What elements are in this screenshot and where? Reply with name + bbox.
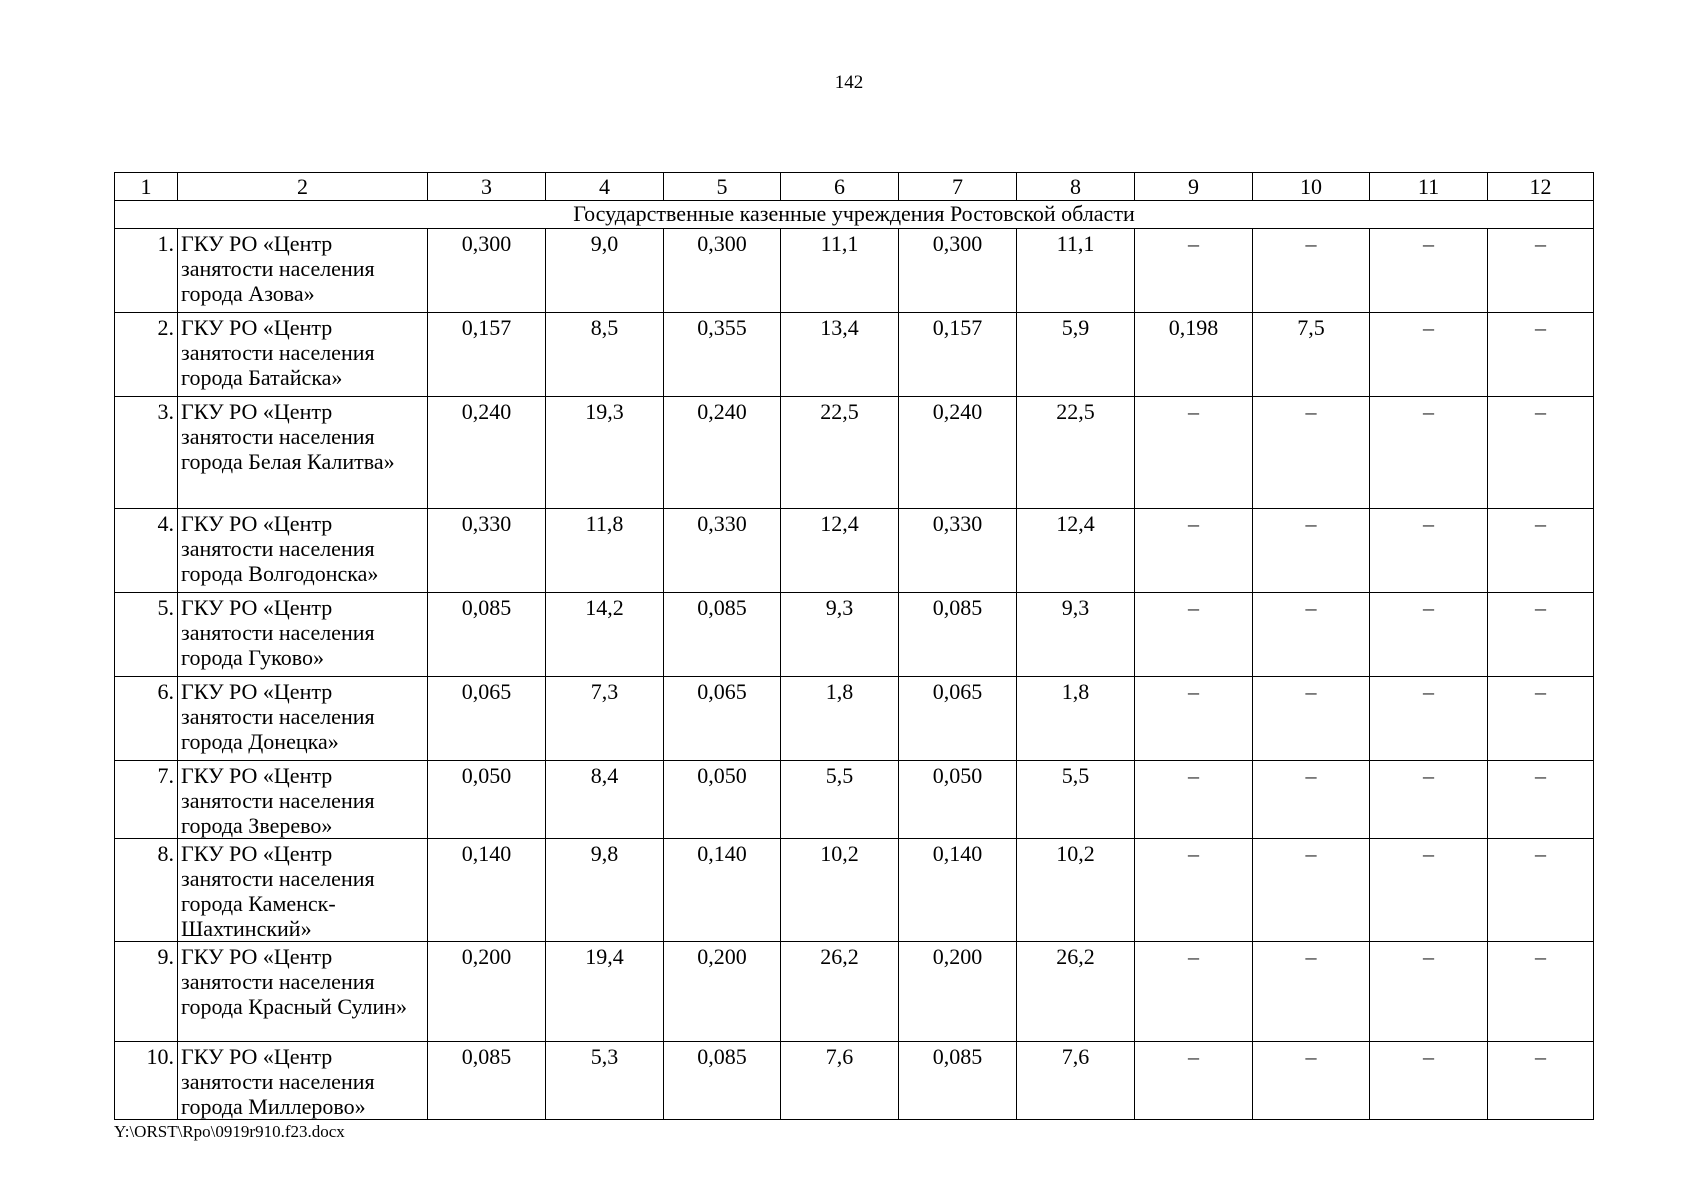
value-cell-col-8: 22,5 — [1017, 397, 1135, 509]
value-cell-col-6: 5,5 — [781, 761, 899, 839]
table-row — [115, 313, 1594, 397]
column-header: 12 — [1488, 173, 1594, 201]
section-row — [115, 201, 1594, 229]
value-cell-col-3: 0,300 — [428, 229, 546, 313]
value-cell-col-5: 0,240 — [664, 397, 781, 509]
value-cell-col-3: 0,200 — [428, 942, 546, 1042]
value-cell-col-3: 0,157 — [428, 313, 546, 397]
value-cell-col-8: 11,1 — [1017, 229, 1135, 313]
value-cell-col-10: 7,5 — [1253, 313, 1370, 397]
column-header: 1 — [115, 173, 178, 201]
value-cell-col-6: 10,2 — [781, 839, 899, 942]
institution-name: ГКУ РО «Центр занятости населения города Азова» — [178, 229, 428, 313]
table-row — [115, 229, 1594, 313]
value-cell-col-8: 5,9 — [1017, 313, 1135, 397]
value-cell-col-6: 9,3 — [781, 593, 899, 677]
value-cell-col-9: – — [1135, 677, 1253, 761]
row-number: 7. — [115, 761, 178, 839]
value-cell-col-12: – — [1488, 1042, 1594, 1120]
value-cell-col-5: 0,355 — [664, 313, 781, 397]
value-cell-col-9: – — [1135, 1042, 1253, 1120]
column-header: 4 — [546, 173, 664, 201]
value-cell-col-11: – — [1370, 761, 1488, 839]
value-cell-col-12: – — [1488, 229, 1594, 313]
value-cell-col-11: – — [1370, 509, 1488, 593]
section-title: Государственные казенные учреждения Ростовской области — [115, 201, 1594, 229]
value-cell-col-6: 26,2 — [781, 942, 899, 1042]
value-cell-col-10: – — [1253, 1042, 1370, 1120]
page-number: 142 — [834, 72, 864, 93]
value-cell-col-7: 0,065 — [899, 677, 1017, 761]
row-number: 5. — [115, 593, 178, 677]
institution-name: ГКУ РО «Центр занятости населения города Красный Сулин» — [178, 942, 428, 1042]
value-cell-col-11: – — [1370, 313, 1488, 397]
value-cell-col-11: – — [1370, 839, 1488, 942]
value-cell-col-3: 0,085 — [428, 593, 546, 677]
table-row — [115, 509, 1594, 593]
value-cell-col-12: – — [1488, 677, 1594, 761]
value-cell-col-10: – — [1253, 677, 1370, 761]
value-cell-col-10: – — [1253, 593, 1370, 677]
value-cell-col-8: 7,6 — [1017, 1042, 1135, 1120]
value-cell-col-5: 0,085 — [664, 1042, 781, 1120]
value-cell-col-7: 0,157 — [899, 313, 1017, 397]
value-cell-col-3: 0,065 — [428, 677, 546, 761]
value-cell-col-11: – — [1370, 1042, 1488, 1120]
value-cell-col-10: – — [1253, 942, 1370, 1042]
value-cell-col-11: – — [1370, 942, 1488, 1042]
row-number: 6. — [115, 677, 178, 761]
institution-name: ГКУ РО «Центр занятости населения города Батайска» — [178, 313, 428, 397]
value-cell-col-3: 0,050 — [428, 761, 546, 839]
institution-name: ГКУ РО «Центр занятости населения города Волгодонска» — [178, 509, 428, 593]
value-cell-col-7: 0,200 — [899, 942, 1017, 1042]
value-cell-col-4: 5,3 — [546, 1042, 664, 1120]
value-cell-col-3: 0,240 — [428, 397, 546, 509]
value-cell-col-6: 11,1 — [781, 229, 899, 313]
column-header: 6 — [781, 173, 899, 201]
institution-name: ГКУ РО «Центр занятости населения города Донецка» — [178, 677, 428, 761]
value-cell-col-9: – — [1135, 397, 1253, 509]
value-cell-col-12: – — [1488, 942, 1594, 1042]
row-number: 3. — [115, 397, 178, 509]
value-cell-col-4: 14,2 — [546, 593, 664, 677]
value-cell-col-8: 12,4 — [1017, 509, 1135, 593]
table-row — [115, 839, 1594, 942]
value-cell-col-6: 22,5 — [781, 397, 899, 509]
value-cell-col-7: 0,085 — [899, 1042, 1017, 1120]
value-cell-col-10: – — [1253, 761, 1370, 839]
value-cell-col-7: 0,240 — [899, 397, 1017, 509]
value-cell-col-6: 13,4 — [781, 313, 899, 397]
table-row — [115, 593, 1594, 677]
institution-name: ГКУ РО «Центр занятости населения города Белая Калитва» — [178, 397, 428, 509]
value-cell-col-8: 1,8 — [1017, 677, 1135, 761]
value-cell-col-7: 0,140 — [899, 839, 1017, 942]
value-cell-col-5: 0,085 — [664, 593, 781, 677]
column-header: 3 — [428, 173, 546, 201]
table-row — [115, 761, 1594, 839]
value-cell-col-10: – — [1253, 229, 1370, 313]
value-cell-col-7: 0,050 — [899, 761, 1017, 839]
table-row — [115, 942, 1594, 1042]
value-cell-col-5: 0,050 — [664, 761, 781, 839]
column-header: 10 — [1253, 173, 1370, 201]
value-cell-col-10: – — [1253, 839, 1370, 942]
value-cell-col-11: – — [1370, 229, 1488, 313]
value-cell-col-4: 8,5 — [546, 313, 664, 397]
value-cell-col-4: 9,0 — [546, 229, 664, 313]
value-cell-col-9: – — [1135, 942, 1253, 1042]
value-cell-col-8: 9,3 — [1017, 593, 1135, 677]
value-cell-col-3: 0,140 — [428, 839, 546, 942]
value-cell-col-4: 19,4 — [546, 942, 664, 1042]
value-cell-col-5: 0,200 — [664, 942, 781, 1042]
row-number: 10. — [115, 1042, 178, 1120]
institution-name: ГКУ РО «Центр занятости населения города Каменск-Шахтинский» — [178, 839, 428, 942]
value-cell-col-12: – — [1488, 313, 1594, 397]
column-header: 2 — [178, 173, 428, 201]
value-cell-col-4: 8,4 — [546, 761, 664, 839]
table-row — [115, 1042, 1594, 1120]
institution-name: ГКУ РО «Центр занятости населения города Зверево» — [178, 761, 428, 839]
value-cell-col-9: – — [1135, 839, 1253, 942]
value-cell-col-12: – — [1488, 593, 1594, 677]
row-number: 8. — [115, 839, 178, 942]
table-row — [115, 397, 1594, 509]
value-cell-col-8: 5,5 — [1017, 761, 1135, 839]
value-cell-col-4: 9,8 — [546, 839, 664, 942]
value-cell-col-12: – — [1488, 761, 1594, 839]
row-number: 2. — [115, 313, 178, 397]
value-cell-col-7: 0,300 — [899, 229, 1017, 313]
value-cell-col-11: – — [1370, 397, 1488, 509]
data-table — [114, 172, 1594, 1120]
footer-file-path: Y:\ORST\Rpo\0919r910.f23.docx — [114, 1122, 345, 1141]
value-cell-col-11: – — [1370, 677, 1488, 761]
value-cell-col-11: – — [1370, 593, 1488, 677]
value-cell-col-12: – — [1488, 839, 1594, 942]
value-cell-col-6: 7,6 — [781, 1042, 899, 1120]
value-cell-col-6: 12,4 — [781, 509, 899, 593]
value-cell-col-4: 19,3 — [546, 397, 664, 509]
column-header: 11 — [1370, 173, 1488, 201]
value-cell-col-9: – — [1135, 593, 1253, 677]
column-header: 5 — [664, 173, 781, 201]
institution-name: ГКУ РО «Центр занятости населения города Миллерово» — [178, 1042, 428, 1120]
table-row — [115, 677, 1594, 761]
row-number: 4. — [115, 509, 178, 593]
value-cell-col-9: – — [1135, 509, 1253, 593]
column-header: 7 — [899, 173, 1017, 201]
value-cell-col-5: 0,065 — [664, 677, 781, 761]
value-cell-col-8: 10,2 — [1017, 839, 1135, 942]
value-cell-col-3: 0,085 — [428, 1042, 546, 1120]
value-cell-col-9: – — [1135, 229, 1253, 313]
value-cell-col-7: 0,085 — [899, 593, 1017, 677]
value-cell-col-10: – — [1253, 397, 1370, 509]
value-cell-col-6: 1,8 — [781, 677, 899, 761]
value-cell-col-9: 0,198 — [1135, 313, 1253, 397]
value-cell-col-10: – — [1253, 509, 1370, 593]
value-cell-col-5: 0,140 — [664, 839, 781, 942]
value-cell-col-12: – — [1488, 509, 1594, 593]
value-cell-col-7: 0,330 — [899, 509, 1017, 593]
value-cell-col-4: 7,3 — [546, 677, 664, 761]
value-cell-col-9: – — [1135, 761, 1253, 839]
column-header: 8 — [1017, 173, 1135, 201]
row-number: 9. — [115, 942, 178, 1042]
value-cell-col-4: 11,8 — [546, 509, 664, 593]
value-cell-col-8: 26,2 — [1017, 942, 1135, 1042]
column-header-row — [115, 173, 1594, 201]
value-cell-col-5: 0,330 — [664, 509, 781, 593]
column-header: 9 — [1135, 173, 1253, 201]
institution-name: ГКУ РО «Центр занятости населения города Гуково» — [178, 593, 428, 677]
value-cell-col-3: 0,330 — [428, 509, 546, 593]
value-cell-col-5: 0,300 — [664, 229, 781, 313]
row-number: 1. — [115, 229, 178, 313]
value-cell-col-12: – — [1488, 397, 1594, 509]
